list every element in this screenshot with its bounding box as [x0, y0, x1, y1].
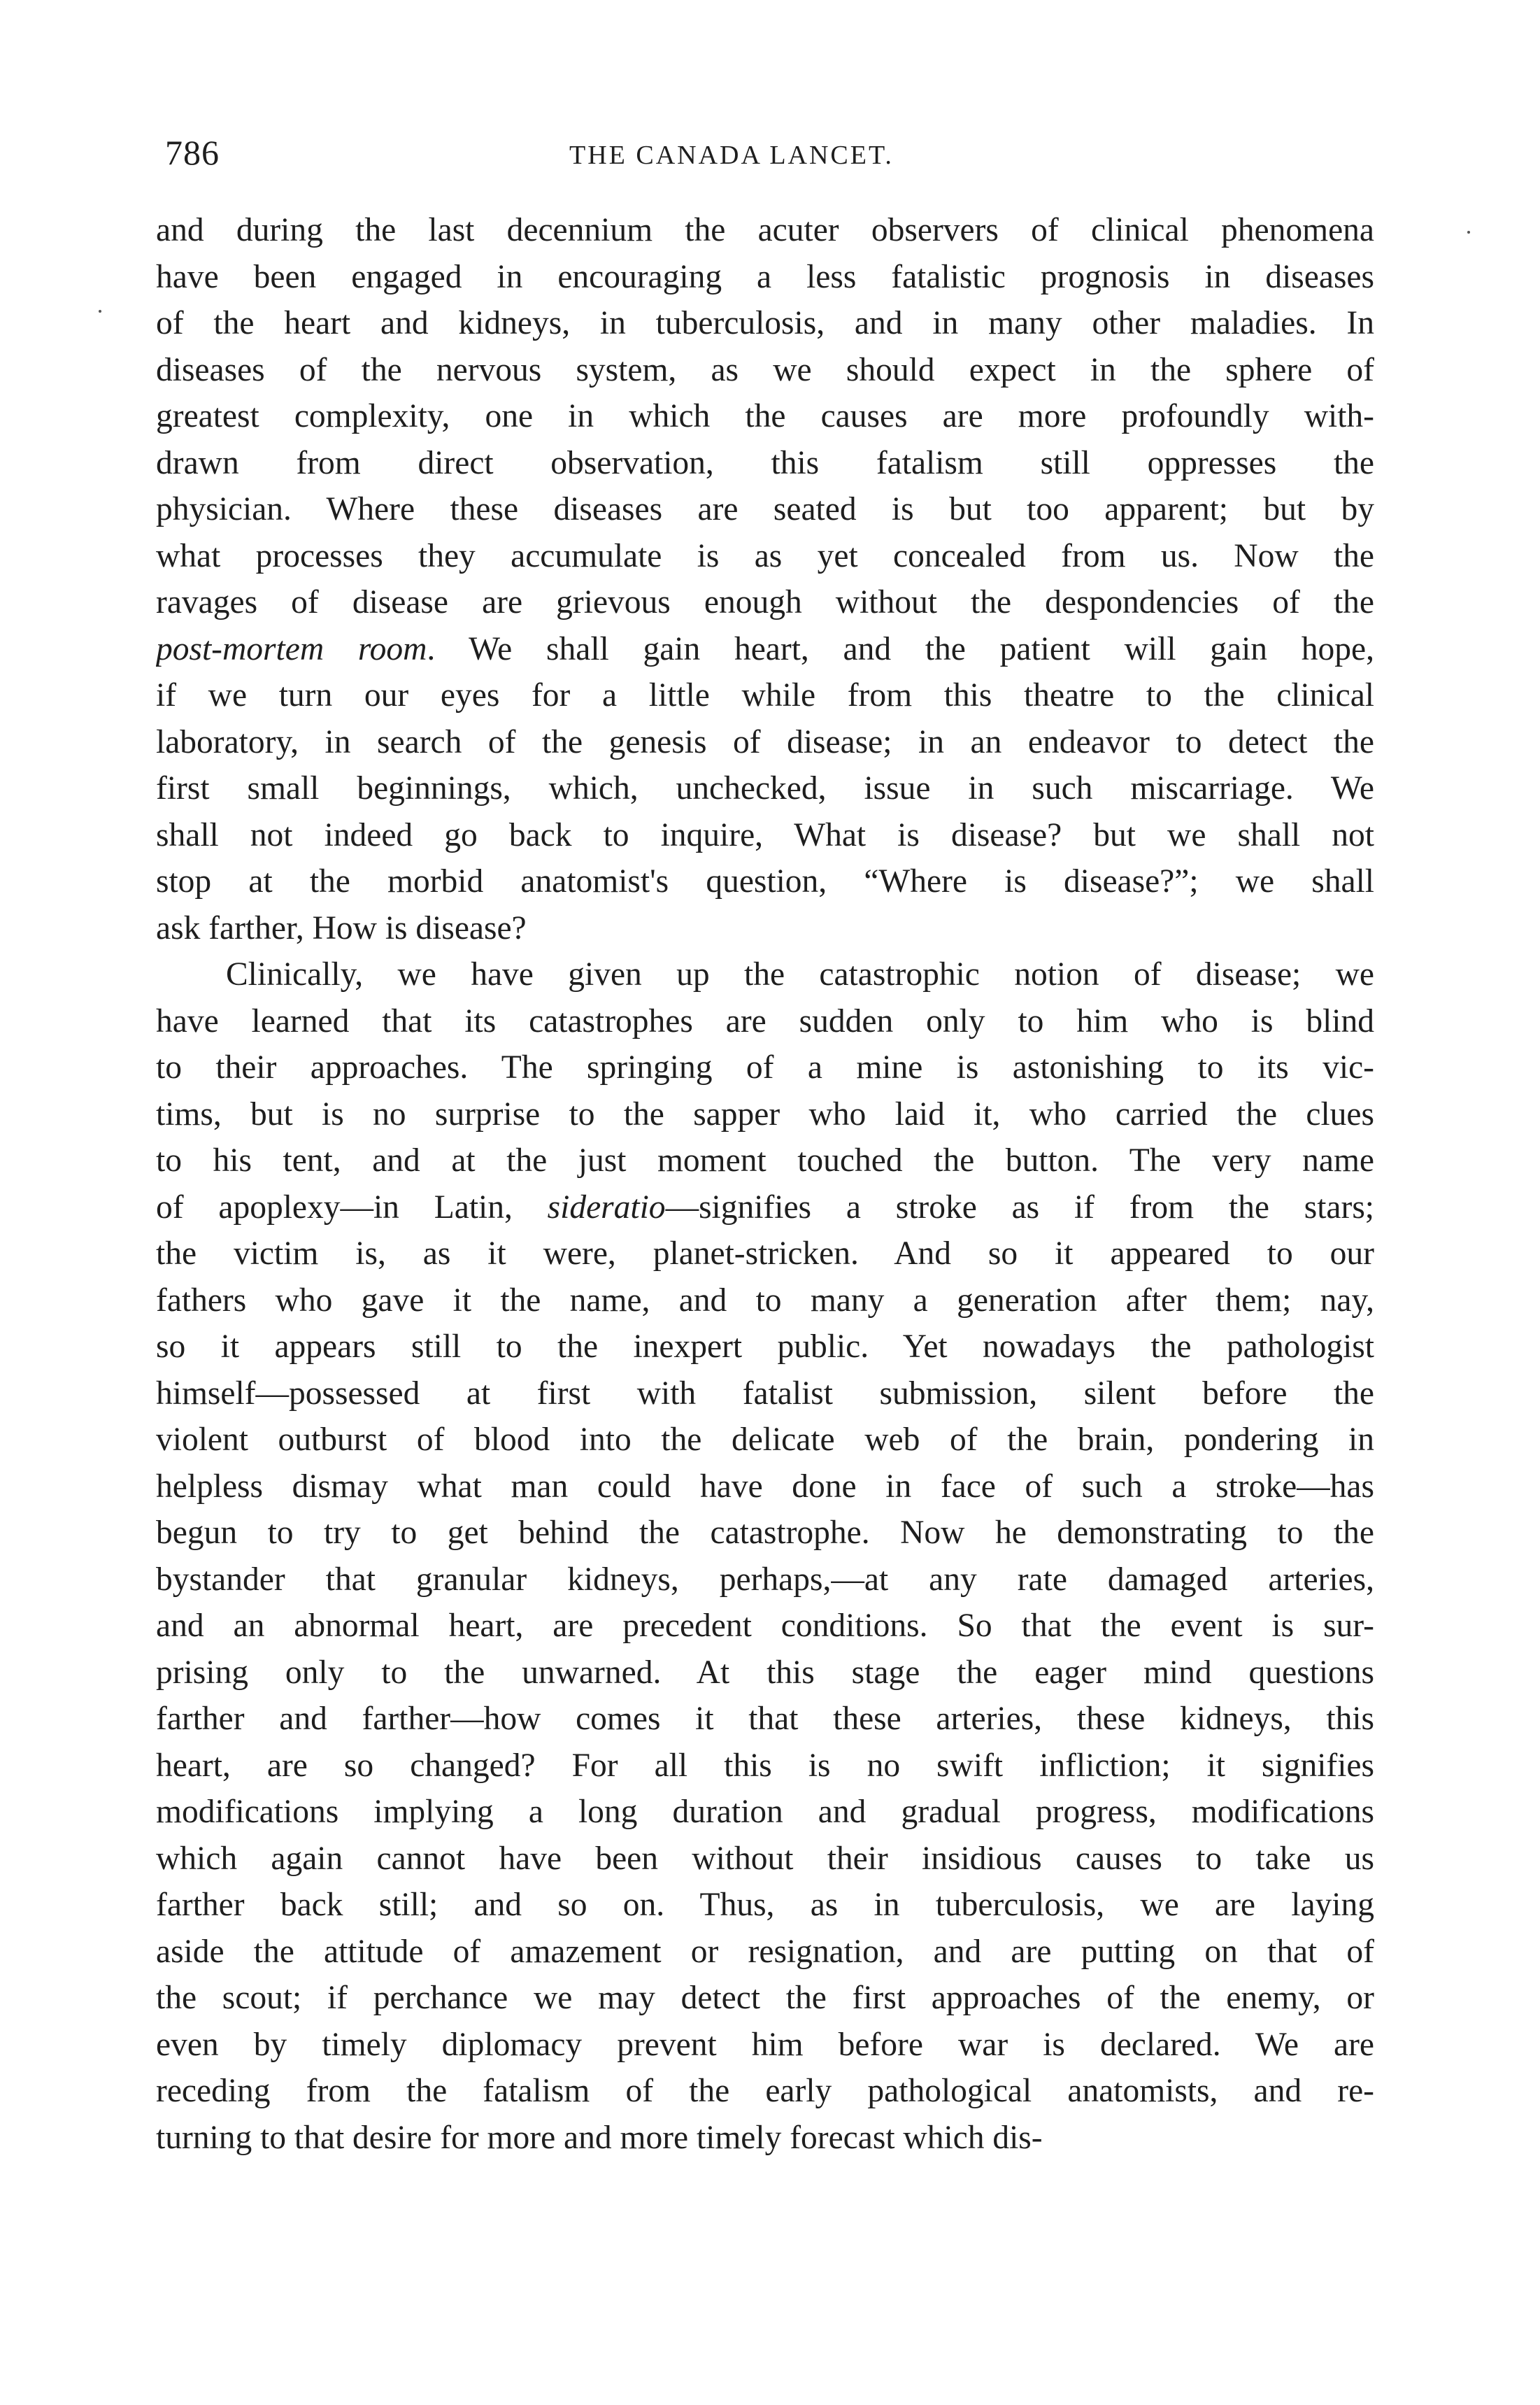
text-line: of apoplexy—in Latin, sideratio—signifies a stroke as if from the stars; [156, 1189, 1374, 1226]
page-header [165, 132, 1379, 173]
text-line: modifications implying a long duration and gradual progress, modifications [156, 1794, 1374, 1830]
text-line: of the heart and kidneys, in tuberculosis, and in many other maladies. In [156, 305, 1374, 341]
text-line: to their approaches. The springing of a mine is astonishing to its vic- [156, 1049, 1374, 1086]
text-line: fathers who gave it the name, and to many a generation after them; nay, [156, 1282, 1374, 1319]
text-line: laboratory, in search of the genesis of disease; in an endeavor to detect the [156, 723, 1374, 760]
text-line: ravages of disease are grievous enough without the despondencies of the [156, 584, 1374, 620]
text-line: and an abnormal heart, are precedent conditions. So that the event is sur- [156, 1608, 1374, 1644]
scan-speck [99, 310, 101, 313]
text-line: tims, but is no surprise to the sapper who laid it, who carried the clues [156, 1095, 1374, 1133]
body-text [156, 207, 1374, 2161]
text-line: what processes they accumulate is as yet concealed from us. Now the [156, 537, 1374, 574]
italic-term: sideratio [547, 1189, 666, 1226]
paragraph [156, 951, 1374, 2161]
text-line: the scout; if perchance we may detect the first approaches of the enemy, or [156, 1980, 1374, 2016]
scan-speck [1467, 231, 1470, 234]
text-line: violent outburst of blood into the delicate web of the brain, pondering in [156, 1421, 1374, 1458]
text-line: the victim is, as it were, planet-stricken. And so it appeared to our [156, 1235, 1374, 1272]
text-line: shall not indeed go back to inquire, What is disease? but we shall not [156, 816, 1374, 853]
italic-term: post-mortem room [156, 630, 427, 667]
text-line: prising only to the unwarned. At this stage the eager mind questions [156, 1654, 1374, 1691]
text-line: receding from the fatalism of the early pathological anatomists, and re- [156, 2073, 1374, 2109]
text-line: which again cannot have been without their insidious causes to take us [156, 1840, 1374, 1877]
paragraph [156, 207, 1374, 951]
text-line: to his tent, and at the just moment touched the button. The very name [156, 1142, 1374, 1179]
text-line: helpless dismay what man could have done in face of such a stroke—has [156, 1468, 1374, 1505]
text-line: bystander that granular kidneys, perhaps,—at any rate damaged arteries, [156, 1561, 1374, 1598]
text-line: aside the attitude of amazement or resignation, and are putting on that of [156, 1933, 1374, 1970]
page-number: 786 [165, 133, 220, 172]
text-line: post-mortem room. We shall gain heart, and the patient will gain hope, [156, 630, 1374, 667]
text-line: have learned that its catastrophes are sudden only to him who is blind [156, 1002, 1374, 1040]
text-line: physician. Where these diseases are seated is but too apparent; but by [156, 491, 1374, 527]
text-line: have been engaged in encouraging a less fatalistic prognosis in diseases [156, 258, 1374, 295]
text-line: if we turn our eyes for a little while from this theatre to the clinical [156, 677, 1374, 714]
text-line: Clinically, we have given up the catastrophic notion of disease; we [226, 956, 1374, 993]
text-line: drawn from direct observation, this fatalism still oppresses the [156, 444, 1374, 481]
running-head: THE CANADA LANCET. [569, 141, 894, 170]
text-line: turning to that desire for more and more timely forecast which dis- [156, 2119, 1043, 2156]
text-line: ask farther, How is disease? [156, 909, 527, 946]
text-line: farther and farther—how comes it that these arteries, these kidneys, this [156, 1701, 1374, 1737]
text-line: diseases of the nervous system, as we should expect in the sphere of [156, 351, 1374, 388]
text-line: himself—possessed at first with fatalist submission, silent before the [156, 1375, 1374, 1412]
text-line: stop at the morbid anatomist's question, “Where is disease?”; we shall [156, 863, 1374, 900]
text-line: so it appears still to the inexpert public. Yet nowadays the pathologist [156, 1328, 1374, 1365]
text-line: begun to try to get behind the catastrophe. Now he demonstrating to the [156, 1514, 1374, 1551]
text-line: and during the last decennium the acuter observers of clinical phenomena [156, 212, 1374, 248]
text-line: even by timely diplomacy prevent him before war is declared. We are [156, 2026, 1374, 2063]
text-line: first small beginnings, which, unchecked, issue in such miscarriage. We [156, 770, 1374, 807]
text-line: greatest complexity, one in which the causes are more profoundly with- [156, 398, 1374, 434]
text-line: heart, are so changed? For all this is no swift infliction; it signifies [156, 1747, 1374, 1784]
text-line: farther back still; and so on. Thus, as in tuberculosis, we are laying [156, 1887, 1374, 1923]
